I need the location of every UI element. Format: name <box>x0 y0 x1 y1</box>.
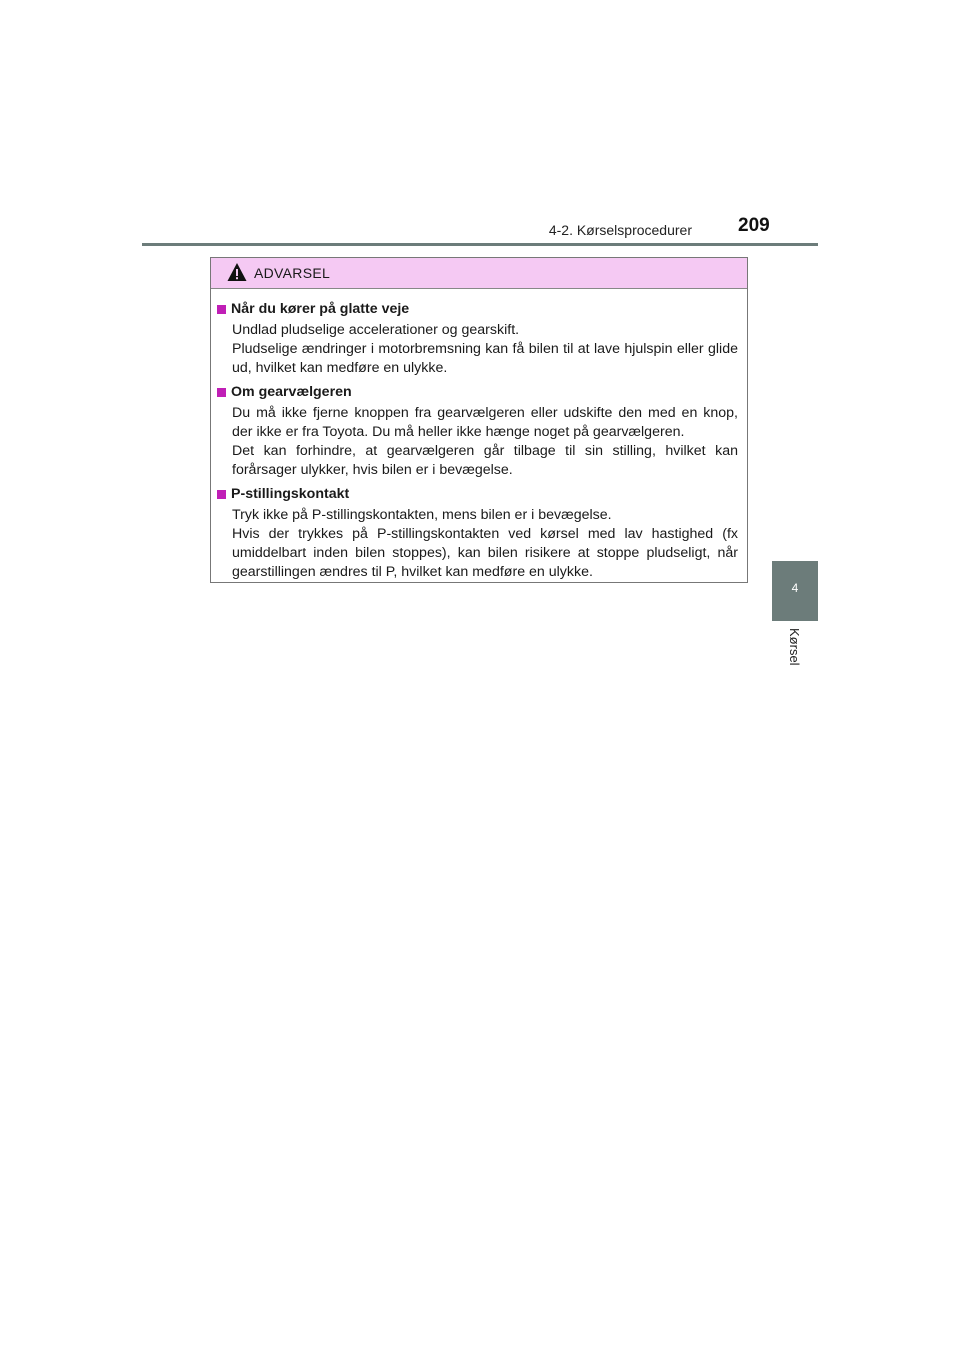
warning-section-gear-selector <box>216 383 738 480</box>
chapter-number: 4 <box>791 581 799 595</box>
warning-title: ADVARSEL <box>254 265 331 281</box>
bullet-square-icon <box>217 490 226 499</box>
header-section-title: 4-2. Kørselsprocedurer <box>548 222 692 238</box>
section-paragraph: Du må ikke fjerne knoppen fra gearvælgeren eller udskifte den med en knop, der ikke er fra Toyota. Du må heller ikke hænge noget på gearvælgeren. <box>232 405 738 440</box>
warning-body <box>211 289 747 582</box>
warning-section-p-switch <box>216 485 738 582</box>
section-paragraph: Pludselige ændringer i motorbremsning kan få bilen til at lave hjulspin eller glide ud, hvilket kan medføre en ulykke. <box>232 341 738 376</box>
section-paragraph: Det kan forhindre, at gearvælgeren går tilbage til sin stilling, hvilket kan forårsager ulykker, hvis bilen er i bevægelse. <box>232 443 738 478</box>
warning-section-slippery-roads <box>216 300 738 378</box>
section-heading: Om gearvælgeren <box>231 384 352 400</box>
header-rule <box>142 243 818 246</box>
bullet-square-icon <box>217 388 226 397</box>
warning-triangle-icon <box>227 262 247 282</box>
chapter-tab <box>772 561 818 621</box>
warning-box <box>210 257 748 583</box>
chapter-label: Kørsel <box>787 628 802 666</box>
section-heading: Når du kører på glatte veje <box>231 301 410 317</box>
section-paragraph: Tryk ikke på P-stillingskontakten, mens bilen er i bevægelse. <box>232 507 612 523</box>
bullet-square-icon <box>217 305 226 314</box>
section-paragraph: Undlad pludselige accelerationer og gearskift. <box>232 322 520 338</box>
section-paragraph: Hvis der trykkes på P-stillingskontakten ved kørsel med lav hastighed (fx umiddelbart inden bilen stoppes), kan bilen risikere at stoppe pludseligt, når gearstillingen ændres til P, hvilket kan medføre en ulykke. <box>232 526 738 580</box>
warning-header <box>211 258 747 289</box>
page-number: 209 <box>738 215 770 236</box>
section-heading: P-stillingskontakt <box>231 486 350 502</box>
